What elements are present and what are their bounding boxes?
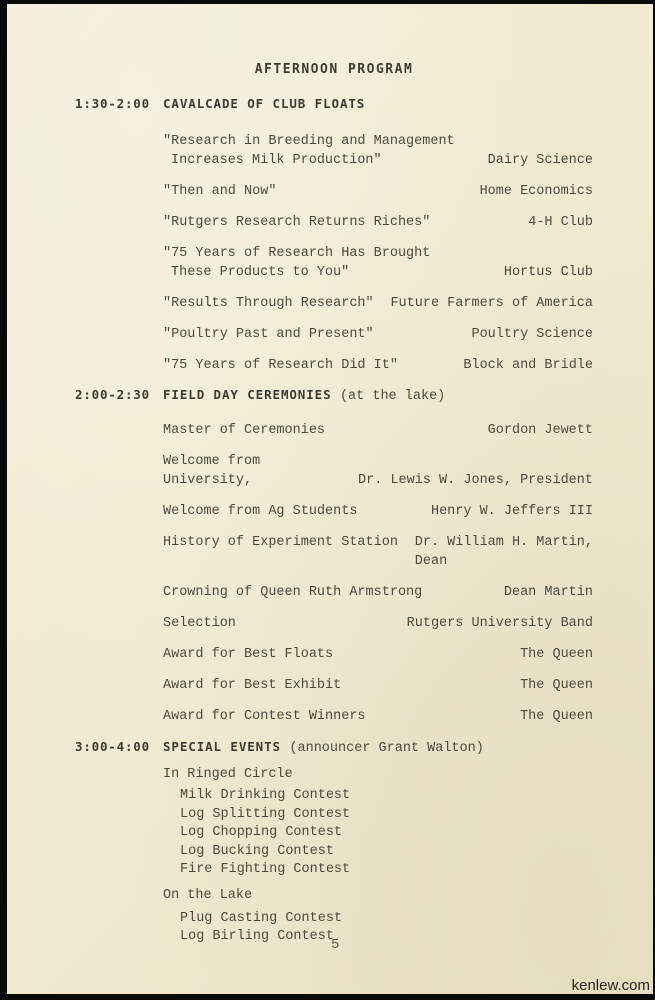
entry-presenter: Henry W. Jeffers III bbox=[430, 504, 593, 519]
entry-presenter: The Queen bbox=[520, 678, 593, 693]
section-entries bbox=[163, 421, 593, 726]
contest-group-label: On the Lake bbox=[163, 887, 253, 903]
contest-item: Log Birling Contest bbox=[180, 929, 334, 944]
section-header-special-events bbox=[75, 739, 593, 757]
page-number: 5 bbox=[331, 937, 340, 953]
program-entry bbox=[163, 707, 593, 726]
contest-item: Log Splitting Contest bbox=[180, 806, 351, 822]
section-time: 3:00-4:00 bbox=[75, 739, 150, 754]
entry-title: "Then and Now" bbox=[163, 184, 277, 199]
program-entry bbox=[163, 213, 593, 232]
section-heading: CAVALCADE OF CLUB FLOATS bbox=[163, 96, 366, 111]
entry-title: Master of Ceremonies bbox=[163, 423, 326, 438]
entry-title: Crowning of Queen Ruth Armstrong bbox=[163, 585, 423, 600]
program-page-paper bbox=[7, 4, 653, 994]
entry-title: Selection bbox=[163, 616, 236, 631]
program-entry bbox=[163, 244, 593, 282]
entry-presenter: 4-H Club bbox=[528, 215, 593, 230]
program-entry bbox=[163, 452, 593, 490]
program-entry bbox=[163, 614, 593, 633]
entry-title: Award for Best Exhibit bbox=[163, 678, 342, 693]
entry-title: "Rutgers Research Returns Riches" bbox=[163, 215, 431, 230]
entry-presenter: Block and Bridle bbox=[463, 358, 593, 373]
entry-presenter: Dr. William H. Martin, Dean bbox=[414, 535, 593, 569]
section-header-cavalcade bbox=[75, 96, 593, 112]
entry-presenter: Rutgers University Band bbox=[406, 616, 593, 631]
section-time: 1:30-2:00 bbox=[75, 96, 150, 111]
section-heading: FIELD DAY CEREMONIES (at the lake) bbox=[163, 387, 446, 404]
contest-list bbox=[180, 787, 593, 880]
section-header-ceremonies bbox=[75, 387, 593, 405]
program-entry bbox=[163, 294, 593, 313]
entry-title: "Research in Breeding and Management Increases Milk Production" bbox=[163, 134, 455, 168]
program-entry bbox=[163, 356, 593, 375]
entry-presenter: Poultry Science bbox=[471, 327, 593, 342]
section-heading: SPECIAL EVENTS (announcer Grant Walton) bbox=[163, 739, 484, 756]
entry-title: Welcome from Ag Students bbox=[163, 504, 358, 519]
contest-group-label: In Ringed Circle bbox=[163, 767, 293, 782]
entry-title: "Poultry Past and Present" bbox=[163, 327, 374, 342]
section-heading-note: (at the lake) bbox=[339, 389, 446, 404]
contest-item: Plug Casting Contest bbox=[180, 910, 343, 926]
program-entry bbox=[163, 533, 593, 571]
program-entry bbox=[163, 645, 593, 664]
program-entry bbox=[163, 182, 593, 201]
entry-title: "75 Years of Research Did It" bbox=[163, 358, 398, 373]
entry-title: Welcome from University, bbox=[163, 454, 261, 488]
contest-item: Fire Fighting Contest bbox=[180, 862, 351, 877]
entry-presenter: Gordon Jewett bbox=[487, 423, 593, 438]
entry-title: Award for Best Floats bbox=[163, 647, 334, 662]
entry-presenter: Future Farmers of America bbox=[390, 296, 593, 311]
section-heading-note: (announcer Grant Walton) bbox=[289, 741, 484, 756]
program-entry bbox=[163, 583, 593, 602]
entry-title: "75 Years of Research Has Brought These Products to You" bbox=[163, 246, 431, 280]
program-entry bbox=[163, 421, 593, 440]
section-entries bbox=[163, 132, 593, 375]
entry-presenter: Dr. Lewis W. Jones, President bbox=[358, 473, 593, 488]
entry-title: Award for Contest Winners bbox=[163, 709, 366, 724]
entry-presenter: Dean Martin bbox=[503, 585, 593, 600]
entry-presenter: The Queen bbox=[520, 647, 593, 662]
contest-item: Milk Drinking Contest bbox=[180, 788, 351, 803]
contest-item: Log Chopping Contest bbox=[180, 825, 343, 840]
section-time: 2:00-2:30 bbox=[75, 387, 150, 402]
entry-presenter: Dairy Science bbox=[487, 153, 593, 168]
entry-presenter: Hortus Club bbox=[503, 265, 593, 280]
program-entry bbox=[163, 325, 593, 344]
page-title: AFTERNOON PROGRAM bbox=[254, 62, 414, 77]
entry-presenter: The Queen bbox=[520, 709, 593, 724]
watermark: kenlew.com bbox=[571, 977, 650, 994]
program-entry bbox=[163, 676, 593, 695]
program-entry bbox=[163, 132, 593, 170]
contest-list bbox=[180, 910, 593, 947]
program-entry bbox=[163, 502, 593, 521]
program-content bbox=[7, 4, 653, 947]
entry-presenter: Home Economics bbox=[479, 184, 593, 199]
contest-item: Log Bucking Contest bbox=[180, 843, 334, 859]
entry-title: History of Experiment Station bbox=[163, 535, 398, 550]
entry-title: "Results Through Research" bbox=[163, 296, 374, 311]
